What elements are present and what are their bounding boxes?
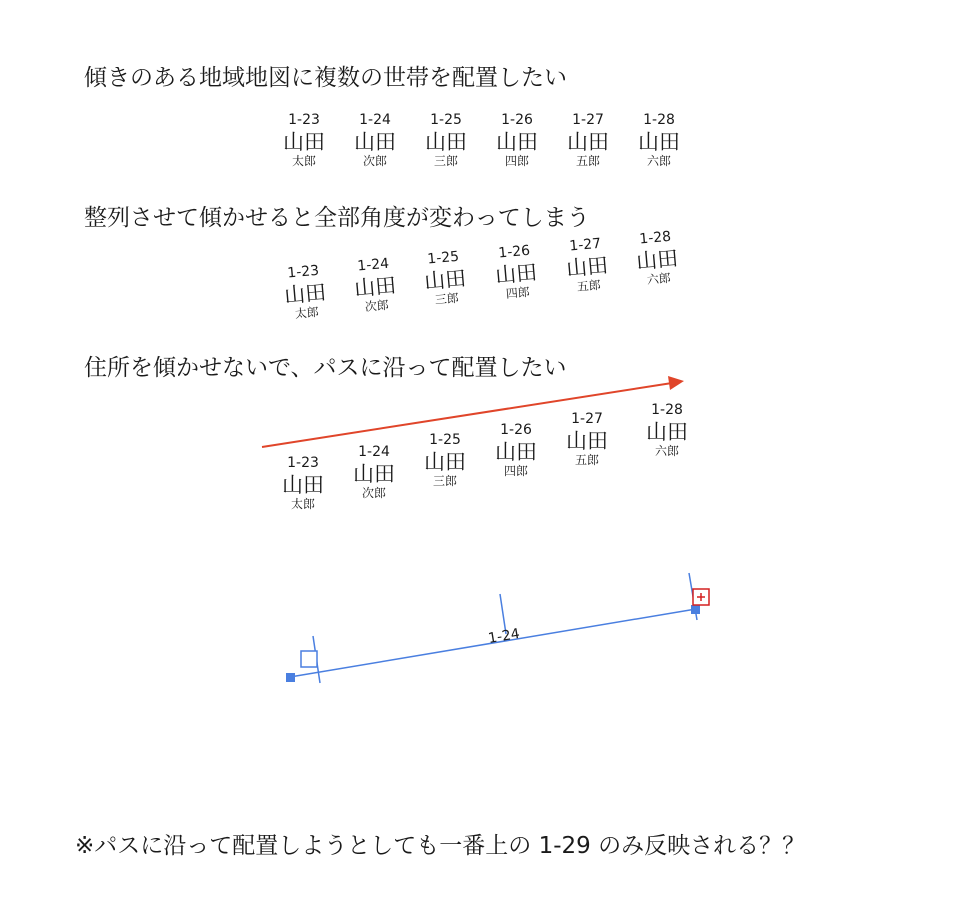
lot-number: 1-25 bbox=[426, 248, 460, 268]
surname: 山田 bbox=[423, 265, 468, 294]
path-anchor-end[interactable] bbox=[691, 605, 700, 614]
lot-number: 1-28 bbox=[643, 112, 675, 128]
lot-number: 1-28 bbox=[638, 228, 672, 248]
given-name: 太郎 bbox=[294, 304, 320, 321]
given-name: 五郎 bbox=[576, 277, 602, 294]
lot-number: 1-26 bbox=[497, 242, 531, 262]
lot-number: 1-25 bbox=[430, 112, 462, 128]
given-name: 三郎 bbox=[434, 290, 460, 307]
path-anchor-start[interactable] bbox=[286, 673, 295, 682]
given-name: 次郎 bbox=[364, 297, 390, 314]
surname: 山田 bbox=[425, 129, 467, 154]
given-name: 四郎 bbox=[505, 284, 531, 301]
lot-number: 1-27 bbox=[571, 411, 603, 427]
path-text-label: 1-24 bbox=[487, 625, 522, 647]
given-name: 次郎 bbox=[361, 485, 386, 500]
given-name: 次郎 bbox=[362, 153, 387, 168]
surname: 山田 bbox=[566, 428, 608, 453]
surname: 山田 bbox=[424, 449, 466, 474]
given-name: 太郎 bbox=[290, 496, 315, 511]
lot-number: 1-23 bbox=[286, 262, 320, 282]
lot-number: 1-24 bbox=[359, 112, 391, 128]
given-name: 三郎 bbox=[432, 473, 457, 488]
lot-number: 1-27 bbox=[568, 235, 602, 255]
surname: 山田 bbox=[353, 272, 398, 301]
surname: 山田 bbox=[635, 245, 680, 274]
given-name: 六郎 bbox=[654, 443, 679, 458]
given-name: 太郎 bbox=[291, 153, 316, 168]
given-name: 四郎 bbox=[503, 463, 528, 478]
surname: 山田 bbox=[353, 461, 395, 486]
surname: 山田 bbox=[495, 439, 537, 464]
surname: 山田 bbox=[567, 129, 609, 154]
heading-third: 住所を傾かせないで、パスに沿って配置したい bbox=[84, 355, 567, 381]
heading-second: 整列させて傾かせると全部角度が変わってしまう bbox=[84, 205, 590, 231]
lot-number: 1-24 bbox=[358, 444, 390, 460]
surname: 山田 bbox=[282, 472, 324, 497]
footer-note: ※パスに沿って配置しようとしても一番上の 1-29 のみ反映される？？ bbox=[75, 833, 806, 859]
lot-number: 1-27 bbox=[572, 112, 604, 128]
surname: 山田 bbox=[283, 279, 328, 308]
lot-number: 1-24 bbox=[356, 255, 390, 275]
lot-number: 1-25 bbox=[429, 432, 461, 448]
surname: 山田 bbox=[354, 129, 396, 154]
lot-number: 1-26 bbox=[501, 112, 533, 128]
heading-first: 傾きのある地域地図に複数の世帯を配置したい bbox=[84, 65, 567, 91]
surname: 山田 bbox=[565, 252, 610, 281]
surname: 山田 bbox=[283, 129, 325, 154]
surname: 山田 bbox=[646, 419, 688, 444]
lot-number: 1-28 bbox=[651, 402, 683, 418]
surname: 山田 bbox=[494, 259, 539, 288]
given-name: 五郎 bbox=[575, 153, 600, 168]
given-name: 五郎 bbox=[574, 452, 599, 467]
given-name: 四郎 bbox=[504, 153, 529, 168]
in-port-box[interactable] bbox=[301, 651, 317, 667]
given-name: 六郎 bbox=[646, 270, 672, 287]
lot-number: 1-23 bbox=[288, 112, 320, 128]
lot-number: 1-26 bbox=[500, 422, 532, 438]
given-name: 六郎 bbox=[646, 153, 671, 168]
lot-number: 1-23 bbox=[287, 455, 319, 471]
given-name: 三郎 bbox=[433, 153, 458, 168]
surname: 山田 bbox=[496, 129, 538, 154]
surname: 山田 bbox=[638, 129, 680, 154]
